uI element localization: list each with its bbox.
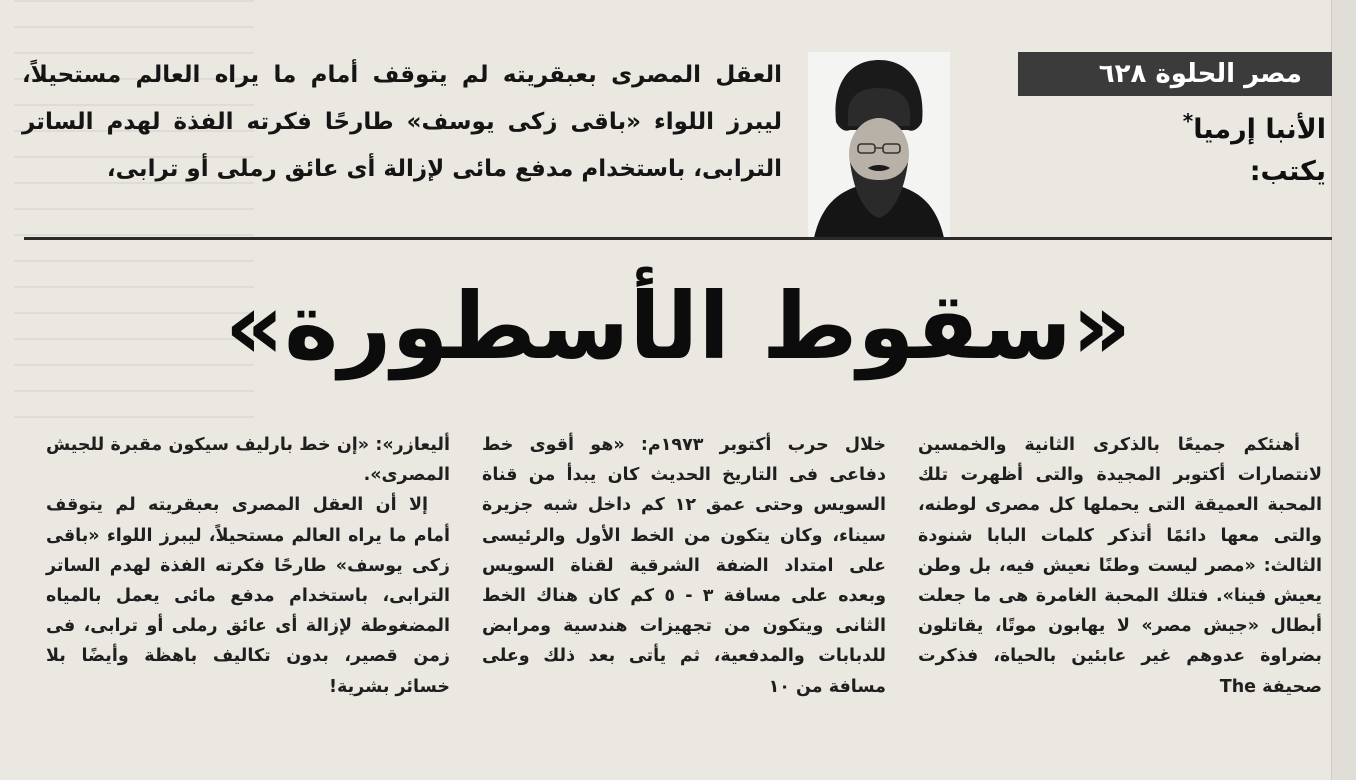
article-headline: «سقوط الأسطورة»	[224, 273, 1132, 380]
article-column-3	[46, 430, 450, 702]
article-deck: العقل المصرى بعبقريته لم يتوقف أمام ما يراه العالم مستحيلاً، ليبرز اللواء «باقى زكى يوسف» طارحًا فكرته الفذة لهدم الساتر الترابى، باستخدام مدفع مائى لإزالة أى عائق رملى أو ترابى،	[22, 62, 782, 182]
byline	[1136, 100, 1326, 210]
author-name	[1136, 100, 1326, 151]
column-2-text: خلال حرب أكتوبر ١٩٧٣م: «هو أقوى خط دفاعى فى التاريخ الحديث كان يبدأ من قناة السويس وحتى عمق ١٢ كم داخل شبه جزيرة سيناء، وكان يتكون من الخط الأول والرئيسى على امتداد الضفة الشرقية لقناة السويس وبعده على مسافة ٣ - ٥ كم كان هناك الخط الثانى ويتكون من تجهيزات هندسية ومرابض للدبابات والمدفعية، ثم يأتى بعد ذلك وعلى مسافة من ١٠	[482, 435, 887, 697]
byline-writes: يكتب:	[1249, 156, 1326, 187]
author-portrait-image	[808, 52, 950, 238]
section-tag	[1018, 52, 1332, 96]
article-column-2	[482, 430, 886, 702]
author-name-text: الأنبا إرميا	[1193, 114, 1326, 145]
header-rule	[24, 237, 1332, 240]
column-3-paragraph-2: إلا أن العقل المصرى بعبقريته لم يتوقف أمام ما يراه العالم مستحيلاً، ليبرز اللواء «باقى زكى يوسف» طارحًا فكرته الفذة لهدم الساتر الترابى، باستخدام مدفع مائى يعمل بالمياه المضغوطة لإزالة أى عائق رملى أو ترابى، فى زمن قصير، بدون تكاليف باهظة وأيضًا بلا خسائر بشرية!	[46, 495, 450, 697]
author-asterisk: *	[1182, 109, 1194, 133]
article-column-1	[918, 430, 1322, 702]
column-1-text: أهنئكم جميعًا بالذكرى الثانية والخمسين لانتصارات أكتوبر المجيدة والتى أظهرت تلك المحبة العميقة التى يحملها كل مصرى لوطنه، والتى معها دائمًا أتذكر كلمات البابا شنودة الثالث: «مصر ليست وطنًا نعيش فيه، بل وطن يعيش فينا». فتلك المحبة الغامرة هى ما جعلت أبطال «جيش مصر» لا يهابون موتًا، يقاتلون بضراوة عدوهم غير عابئين بالحياة، فذكرت صحيفة The	[918, 435, 1322, 697]
section-tag-label: مصر الحلوة ٦٢٨	[1098, 59, 1302, 89]
author-portrait	[808, 52, 950, 238]
column-3-paragraph-1: أليعازر»: «إن خط بارليف سيكون مقبرة للجيش المصرى».	[46, 435, 450, 486]
